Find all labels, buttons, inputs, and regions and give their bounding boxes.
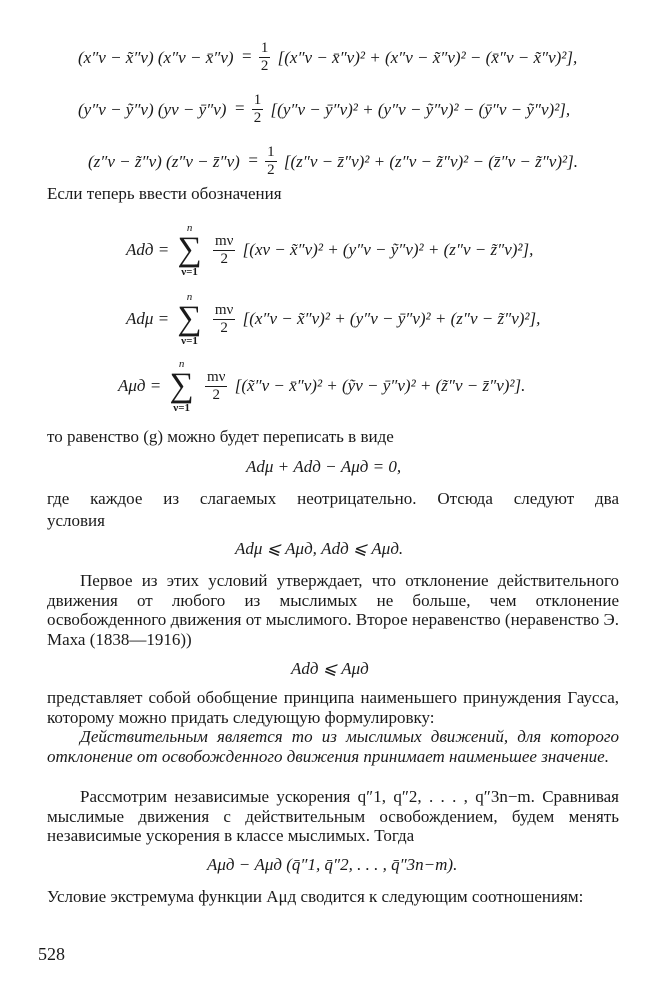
fraction-denominator: 2 xyxy=(212,386,220,403)
where-text-line-2: условия xyxy=(47,511,105,530)
fraction-numerator: 1 xyxy=(253,92,262,108)
fraction-denominator: 2 xyxy=(260,58,269,74)
equation-rhs: [(xν − x̃″ν)² + (y″ν − ỹ″ν)² + (z″ν − z̃″ν)²], xyxy=(242,240,534,259)
equation-rhs: [(x″ν − x̃″ν)² + (y″ν − ȳ″ν)² + (z″ν − z̃″ν)²], xyxy=(242,309,541,328)
fraction-numerator: mν xyxy=(214,232,234,249)
paragraph-independent-accelerations: Рассмотрим независимые ускорения q″1, q″2, . . . , q″3n−m. Сравнивая мыслимые движения с действительным освобождением, будем менять независимые ускорения в классе мыслимых. Тогда xyxy=(47,787,619,845)
mass-fraction xyxy=(213,302,235,337)
equation-lhs: (x″ν − x̃″ν) (x″ν − x̄″ν) xyxy=(78,47,234,67)
sum-upper-limit: n xyxy=(178,358,185,370)
sigma-sum: n ∑ ν=1 xyxy=(169,358,194,414)
rewrite-text: то равенство (g) можно будет переписать в виде xyxy=(47,427,394,446)
where-text-line-1: где каждое из слагаемых неотрицательно. Отсюда следуют два xyxy=(47,489,619,508)
fraction-numerator: 1 xyxy=(267,144,275,160)
equation-lhs: Adμ = xyxy=(126,309,170,328)
principle-statement: Действительным является то из мыслимых движений, для которого отклонение от освобожденного движения принимает наименьшее значение. xyxy=(47,727,619,766)
fraction-numerator: 1 xyxy=(260,40,269,56)
half-fraction xyxy=(259,40,271,75)
paragraph-gauss-principle: представляет собой обобщение принципа наименьшего принуждения Гаусса, которому можно придать следующую формулировку: xyxy=(47,688,619,727)
equation-lhs: Aμд = xyxy=(118,376,162,395)
equation-mach-inequality: Adд ⩽ Aμд xyxy=(291,659,369,678)
equation-lhs: (z″ν − z̃″ν) (z″ν − z̄″ν) xyxy=(88,151,240,171)
sigma-sum: n ∑ ν=1 xyxy=(177,222,202,278)
page-number: 528 xyxy=(38,944,65,964)
fraction-numerator: mν xyxy=(214,301,234,318)
fraction-denominator: 2 xyxy=(220,250,228,267)
sum-lower-limit: ν=1 xyxy=(181,335,198,347)
fraction-denominator: 2 xyxy=(220,319,228,336)
fraction-numerator: mν xyxy=(207,368,226,385)
intro-text: Если теперь ввести обозначения xyxy=(47,184,282,203)
sigma-sum: n ∑ ν=1 xyxy=(177,291,202,347)
equation-rhs: [(x″ν − x̄″ν)² + (x″ν − x̃″ν)² − (x̄″ν − x̃″ν)²], xyxy=(277,47,578,67)
fraction-denominator: 2 xyxy=(253,110,262,126)
equation-lhs: (y″ν − ỹ″ν) (yν − ȳ″ν) xyxy=(78,99,227,119)
sum-lower-limit: ν=1 xyxy=(181,266,198,278)
half-fraction xyxy=(252,92,264,127)
mass-fraction xyxy=(213,233,235,268)
equation-x-identity: (x″ν − x̃″ν) (x″ν − x̄″ν) = $\frac{1}{2}$ [(x″ν − x̄″ν)² + (x″ν − x̃″ν)² − (x̄″ν − x̃″ν)²], xyxy=(78,40,578,74)
mass-fraction xyxy=(205,369,227,404)
equation-conditions: Adμ ⩽ Aμд, Adд ⩽ Aμд. xyxy=(235,539,404,558)
paragraph-extremum: Условие экстремума функции Aμд сводится к следующим соотношениям: xyxy=(47,887,584,906)
equation-amd-definition xyxy=(118,358,525,414)
equation-sum-zero: Adμ + Adд − Aμд = 0, xyxy=(246,457,402,476)
equation-adm-definition xyxy=(126,291,540,347)
equation-function: Aμд − Aμд (q̄″1, q̄″2, . . . , q̄″3n−m). xyxy=(207,855,458,874)
sum-upper-limit: n xyxy=(186,291,193,303)
half-fraction xyxy=(265,144,277,179)
sum-upper-limit: n xyxy=(186,222,193,234)
equation-rhs: [(x̃″ν − x̄″ν)² + (ỹν − ȳ″ν)² + (z̃″ν − z̄″ν)²]. xyxy=(234,376,526,395)
equation-rhs: [(y″ν − ȳ″ν)² + (y″ν − ỹ″ν)² − (ȳ″ν − ỹ″ν)²], xyxy=(270,99,571,119)
equation-z-identity: (z″ν − z̃″ν) (z″ν − z̄″ν) = $\frac{1}{2}$ [(z″ν − z̄″ν)² + (z″ν − z̃″ν)² − (z̄″ν − z̃″ν)²]. xyxy=(88,144,578,178)
fraction-denominator: 2 xyxy=(267,162,275,178)
paragraph-first-condition: Первое из этих условий утверждает, что отклонение действительного движения от любого из мыслимых не больше, чем отклонение освобожденного движения от мыслимого. Второе неравенство (неравенство Э. Маха (1838—1916)) xyxy=(47,571,619,649)
equation-y-identity: (y″ν − ỹ″ν) (yν − ȳ″ν) = $\frac{1}{2}$ [(y″ν − ȳ″ν)² + (y″ν − ỹ″ν)² − (ȳ″ν − ỹ″ν)²], xyxy=(78,92,571,126)
equation-rhs: [(z″ν − z̄″ν)² + (z″ν − z̃″ν)² − (z̄″ν − z̃″ν)²]. xyxy=(283,151,578,171)
equation-add-definition xyxy=(126,222,533,278)
equation-lhs: Adд = xyxy=(126,240,170,259)
sum-lower-limit: ν=1 xyxy=(173,402,190,414)
